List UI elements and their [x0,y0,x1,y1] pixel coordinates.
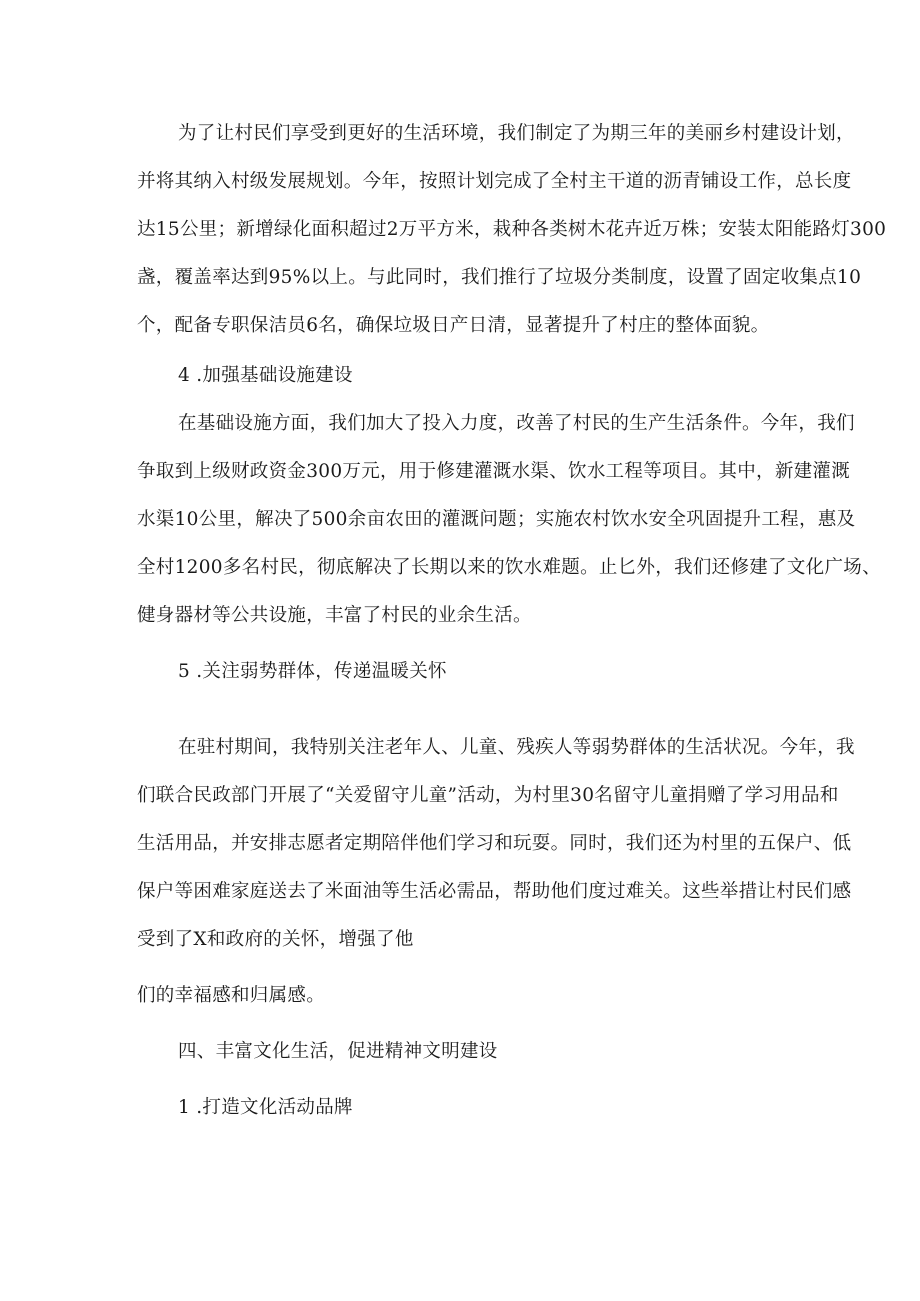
section-heading-4: 4 .加强基础设施建设 [178,365,353,386]
paragraph-3-line-3: 生活用品，并安排志愿者定期陪伴他们学习和玩耍。同时，我们还为村里的五保户、低 [137,833,852,854]
paragraph-2-line-5: 健身器材等公共设施，丰富了村民的业余生活。 [137,605,532,626]
paragraph-2-line-3: 水渠10公里，解决了500余亩农田的灌溉问题；实施农村饮水安全巩固提升工程，惠及 [137,509,856,530]
section-heading-1: 1 .打造文化活动品牌 [178,1097,353,1118]
paragraph-3-line-5: 受到了X和政府的关怀，增强了他 [137,929,414,950]
chapter-heading-4: 四、丰富文化生活，促进精神文明建设 [178,1041,498,1062]
paragraph-2-line-2: 争取到上级财政资金300万元，用于修建灌溉水渠、饮水工程等项目。其中，新建灌溉 [137,461,851,482]
paragraph-2-line-4: 全村1200多名村民，彻底解决了长期以来的饮水难题。止匕外，我们还修建了文化广场、 [137,557,881,578]
paragraph-1-line-5: 个，配备专职保洁员6名，确保垃圾日产日清，显著提升了村庄的整体面貌。 [137,315,770,336]
paragraph-3-line-2: 们联合民政部门开展了“关爱留守儿童”活动，为村里30名留守儿童捐赠了学习用品和 [137,785,839,806]
paragraph-3-line-1: 在驻村期间，我特别关注老年人、儿童、残疾人等弱势群体的生活状况。今年，我 [178,737,855,758]
paragraph-2-line-1: 在基础设施方面，我们加大了投入力度，改善了村民的生产生活条件。今年，我们 [178,413,855,434]
paragraph-1-line-1: 为了让村民们享受到更好的生活环境，我们制定了为期三年的美丽乡村建设计划， [178,123,855,144]
section-heading-5: 5 .关注弱势群体，传递温暖关怀 [178,661,447,682]
paragraph-1-line-4: 盏，覆盖率达到95%以上。与此同时，我们推行了垃圾分类制度，设置了固定收集点10 [137,267,862,288]
paragraph-3-line-6: 们的幸福感和归属感。 [137,985,326,1006]
paragraph-1-line-3: 达15公里；新增绿化面积超过2万平方米，栽种各类树木花卉近万株；安装太阳能路灯300 [137,219,887,240]
paragraph-3-line-4: 保户等困难家庭送去了米面油等生活必需品，帮助他们度过难关。这些举措让村民们感 [137,881,852,902]
paragraph-1-line-2: 并将其纳入村级发展规划。今年，按照计划完成了全村主干道的沥青铺设工作，总长度 [137,171,852,192]
